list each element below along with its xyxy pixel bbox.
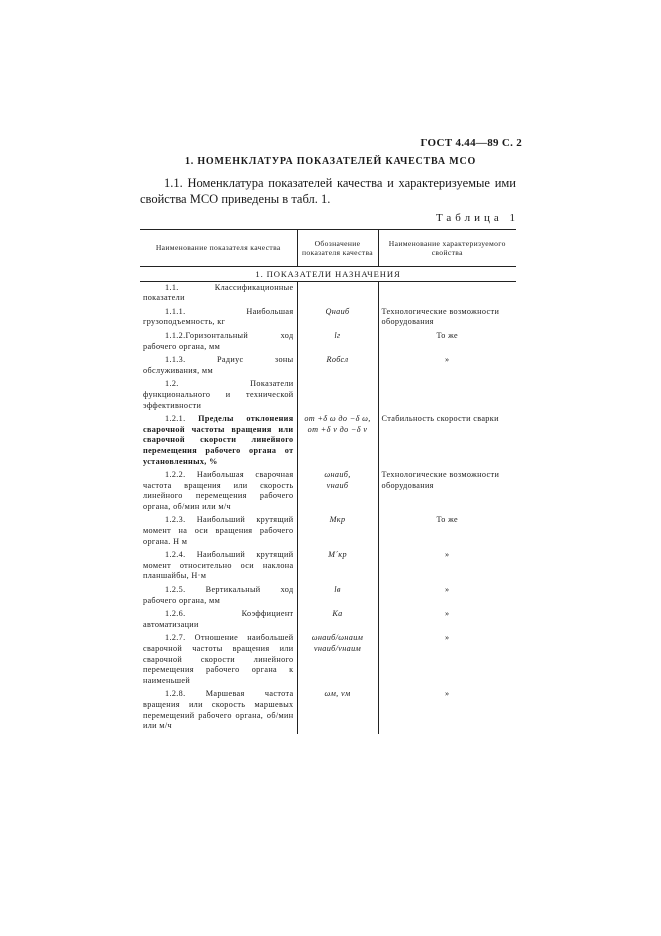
row-symbol: от +δ ω до −δ ω, от +δ ν до −δ ν — [297, 413, 378, 469]
group-row — [140, 267, 516, 282]
header-indicator-name: Наименование показателя качества — [140, 230, 297, 267]
row-symbol: Qнаиб — [297, 306, 378, 330]
row-name: 1.2.2. Наибольшая сварочная частота вращения или скорость линейного перемещения рабочего органа, об/мин или м/ч — [143, 470, 294, 511]
row-name-prefix: 1.2.1. — [165, 414, 199, 424]
group-title: 1. ПОКАЗАТЕЛИ НАЗНАЧЕНИЯ — [140, 267, 516, 282]
row-name: 1.2. Показатели функционального и технической эффективности — [143, 379, 294, 410]
header-property-name: Наименование характеризуемого свойства — [378, 230, 516, 267]
intro-paragraph: 1.1. Номенклатура показателей качества и характеризуемые ими свойства МСО приведены в табл. 1. — [140, 176, 516, 206]
row-name: 1.2.6. Коэффициент автоматизации — [143, 609, 294, 629]
table-row — [140, 413, 516, 469]
row-property: То же — [436, 330, 458, 340]
row-name: 1.1.1. Наибольшая грузоподъемность, кг — [143, 306, 294, 327]
row-property: Стабильность скорости сварки — [381, 414, 499, 424]
row-property: » — [445, 609, 450, 619]
row-property: » — [445, 355, 450, 365]
row-symbol: ωнаиб, vнаиб — [297, 469, 378, 514]
row-property: Технологические возможности оборудования — [381, 306, 500, 327]
section-title: 1. НОМЕНКЛАТУРА ПОКАЗАТЕЛЕЙ КАЧЕСТВА МСО — [184, 156, 477, 167]
row-property: То же — [436, 515, 458, 525]
row-name: 1.2.4. Наибольший крутящий момент относительно оси наклона планшайбы, Н·м — [143, 550, 294, 581]
row-property: » — [445, 550, 450, 560]
table-row — [140, 330, 516, 354]
row-name: 1.2.5. Вертикальный ход рабочего органа, мм — [143, 585, 294, 605]
table-row — [140, 281, 516, 306]
row-symbol: Rобсл — [297, 354, 378, 378]
table-row — [140, 608, 516, 632]
row-symbol: lв — [297, 584, 378, 608]
table-row — [140, 549, 516, 584]
row-symbol: ωм, vм — [297, 688, 378, 733]
row-symbol — [297, 378, 378, 413]
table-row — [140, 354, 516, 378]
table-row — [140, 584, 516, 608]
page-header: ГОСТ 4.44—89 С. 2 — [420, 137, 522, 149]
table-row — [140, 306, 516, 330]
table-header-row — [140, 230, 516, 267]
row-property: » — [445, 585, 450, 595]
quality-indicators-table — [140, 229, 516, 734]
row-symbol — [297, 281, 378, 306]
row-symbol: ωнаиб/ωнаим vнаиб/vнаим — [297, 632, 378, 688]
row-symbol: Mкр — [297, 514, 378, 549]
row-property — [378, 281, 516, 306]
row-name: 1.2.3. Наибольший крутящий момент на оси вращения рабочего органа. Н м — [143, 515, 294, 546]
row-name: 1.1. Классификационные показатели — [143, 282, 294, 303]
row-property: » — [445, 689, 450, 699]
row-name: 1.2.8. Маршевая частота вращения или скорость маршевых перемещений рабочего органа, об/мин или м/ч — [143, 689, 294, 731]
row-symbol: M´кр — [297, 549, 378, 584]
table-row — [140, 378, 516, 413]
row-name: 1.2.7. Отношение наибольшей сварочной частоты вращения или сварочной скорости линейного перемещения рабочего органа к наименьшей — [143, 633, 294, 685]
row-name: 1.1.3. Радиус зоны обслуживания, мм — [143, 355, 294, 375]
table-row — [140, 514, 516, 549]
row-name: 1.1.2.Горизонтальный ход рабочего органа, мм — [143, 330, 294, 351]
row-symbol: Kа — [297, 608, 378, 632]
row-property — [378, 378, 516, 413]
row-property: Технологические возможности оборудования — [381, 470, 500, 490]
header-indicator-symbol: Обозначение показателя качества — [297, 230, 378, 267]
row-name-bold: Пределы отклонения сварочной частоты вращения или сварочной скорости линейного перемещения рабочего органа от установленных, % — [143, 414, 294, 466]
row-property: » — [445, 633, 450, 643]
table-row — [140, 688, 516, 733]
row-symbol: lг — [297, 330, 378, 354]
table-caption: Таблица 1 — [435, 212, 519, 224]
table-row — [140, 469, 516, 514]
table-row — [140, 632, 516, 688]
